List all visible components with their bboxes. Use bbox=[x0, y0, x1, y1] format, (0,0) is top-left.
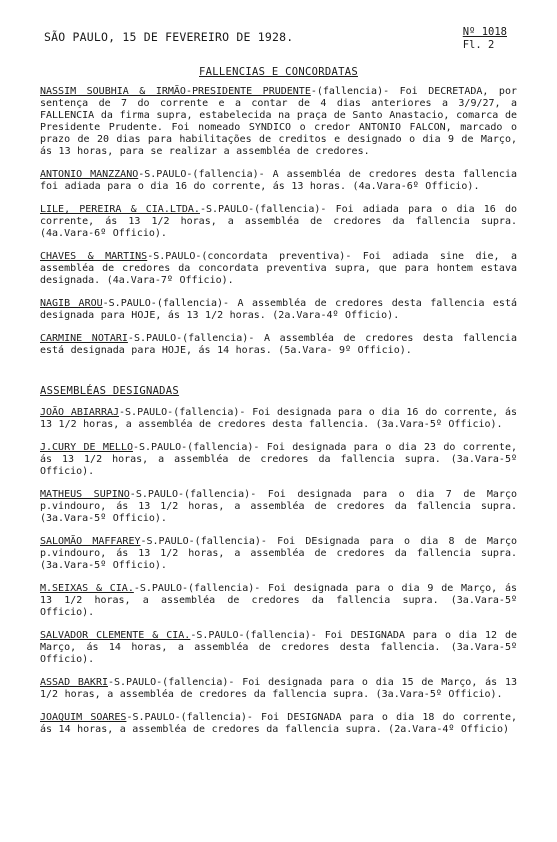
list-item bbox=[40, 536, 517, 572]
fallencias-list bbox=[40, 86, 517, 357]
entry-text: -S.PAULO-(fallencia)- Foi designada para o dia 15 de Março, ás 13 1/2 horas, a assembléa de credores da fallencia supra. (3a.Vara-5º Officio). bbox=[40, 677, 517, 700]
list-item bbox=[40, 251, 517, 287]
entry-text: -(fallencia)- Foi DECRETADA, por sentença de 7 do corrente e a contar de 4 dias anteriores a 3/9/27, a FALLENCIA da firma supra, estabelecida na praça de Santo Anastacio, comarca de Presidente Prudente. Foi nomeado SYNDICO o credor ANTONIO FALCON, marcado o prazo de 20 dias para habilitações de creditos e designado o dia 9 de Março, ás 13 horas, para se realizar a assembléa de credores. bbox=[40, 86, 517, 157]
dateline: SÃO PAULO, 15 DE FEVEREIRO DE 1928. bbox=[44, 30, 294, 44]
entry-text: -S.PAULO-(fallencia)- Foi adiada para o dia 16 do corrente, ás 13 1/2 horas, a assembléa de credores da fallencia supra. (4a.Vara-6º Officio). bbox=[40, 204, 518, 239]
sheet-number: Fl. 2 bbox=[462, 39, 495, 51]
entry-name: SALOMÃO MAFFAREY bbox=[40, 536, 141, 547]
list-item bbox=[40, 333, 517, 357]
entry-name: NAGIB AROU bbox=[40, 298, 103, 309]
entry-text: -S.PAULO-(fallencia)- Foi DESIGNADA para o dia 12 de Março, ás 14 horas, a assembléa de credores desta fallencia. (3a.Vara-5º Officio). bbox=[40, 630, 517, 665]
document-number: Nº 1018 bbox=[462, 26, 507, 38]
entry-name: SALVADOR CLEMENTE & CIA. bbox=[40, 630, 191, 641]
entry-text: -S.PAULO-(fallencia)- Foi designada para o dia 23 do corrente, ás 13 1/2 horas, a assembléa de credores da fallencia supra. (3a.Vara-5º Officio). bbox=[40, 442, 517, 477]
list-item bbox=[40, 86, 517, 158]
entry-name: NASSIM SOUBHIA & IRMÃO-PRESIDENTE PRUDENTE bbox=[40, 86, 311, 97]
entry-text: -S.PAULO-(fallencia)- Foi designada para o dia 16 do corrente, ás 13 1/2 horas, a assembléa de credores desta fallencia. (3a.Vara-5º Officio). bbox=[40, 407, 517, 430]
list-item bbox=[40, 204, 517, 240]
assembleas-list bbox=[40, 407, 517, 736]
page-header bbox=[40, 26, 517, 62]
entry-name: J.CURY DE MELLO bbox=[40, 442, 133, 453]
list-item bbox=[40, 583, 517, 619]
entry-name: JOAQUIM SOARES bbox=[40, 712, 127, 723]
entry-text: -S.PAULO-(fallencia)- A assembléa de credores desta fallencia está designada para HOJE, ás 14 horas. (5a.Vara- 9º Officio). bbox=[40, 333, 517, 356]
list-item bbox=[40, 169, 517, 193]
list-item bbox=[40, 298, 517, 322]
list-item bbox=[40, 442, 517, 478]
entry-text: -S.PAULO-(fallencia)- Foi designada para o dia 9 de Março, ás 13 1/2 horas, a assembléa de credores da fallencia supra. (3a.Vara-5º Officio). bbox=[40, 583, 517, 618]
list-item bbox=[40, 489, 517, 525]
entry-name: MATHEUS SUPINO bbox=[40, 489, 130, 500]
list-item bbox=[40, 712, 517, 736]
entry-name: JOÃO ABIARRAJ bbox=[40, 407, 120, 418]
entry-name: CHAVES & MARTINS bbox=[40, 251, 148, 262]
entry-text: -S.PAULO-(concordata preventiva)- Foi adiada sine die, a assembléa de credores da concordata preventiva supra, que para hontem estava designada. (4a.Vara-7º Officio). bbox=[40, 251, 518, 286]
entry-text: -S.PAULO-(fallencia)- Foi designada para o dia 7 de Março p.vindouro, ás 13 1/2 horas, a assembléa de credores da fallencia supra. (3a.Vara-5º Officio). bbox=[40, 489, 517, 524]
list-item bbox=[40, 407, 517, 431]
entry-name: M.SEIXAS & CIA. bbox=[40, 583, 134, 594]
entry-name: LILE, PEREIRA & CIA.LTDA. bbox=[40, 204, 200, 215]
list-item bbox=[40, 677, 517, 701]
entry-name: CARMINE NOTARI bbox=[40, 333, 128, 344]
entry-name: ASSAD BAKRI bbox=[40, 677, 108, 688]
entry-text: -S.PAULO-(fallencia)- A assembléa de credores desta fallencia foi adiada para o dia 16 do corrente, ás 13 horas. (4a.Vara-6º Officio). bbox=[40, 169, 517, 192]
section-title-assembleas: ASSEMBLÉAS DESIGNADAS bbox=[40, 385, 180, 397]
entry-text: -S.PAULO-(fallencia)- Foi DESIGNADA para o dia 18 do corrente, ás 14 horas, a assembléa de credores da fallencia supra. (2a.Vara-4º Officio) bbox=[40, 712, 517, 735]
entry-name: ANTONIO MANZZANO bbox=[40, 169, 139, 180]
document-number-block bbox=[463, 26, 507, 52]
entry-text: -S.PAULO-(fallencia)- A assembléa de credores desta fallencia está designada para HOJE, ás 13 1/2 horas. (2a.Vara-4º Officio). bbox=[40, 298, 517, 321]
list-item bbox=[40, 630, 517, 666]
entry-text: -S.PAULO-(fallencia)- Foi DEsignada para o dia 8 de Março p.vindouro, ás 13 1/2 horas, a assembléa de credores da fallencia supra. (3a.Vara-5º Officio). bbox=[40, 536, 518, 571]
section-title-fallencias: FALLENCIAS E CONCORDATAS bbox=[199, 66, 358, 78]
